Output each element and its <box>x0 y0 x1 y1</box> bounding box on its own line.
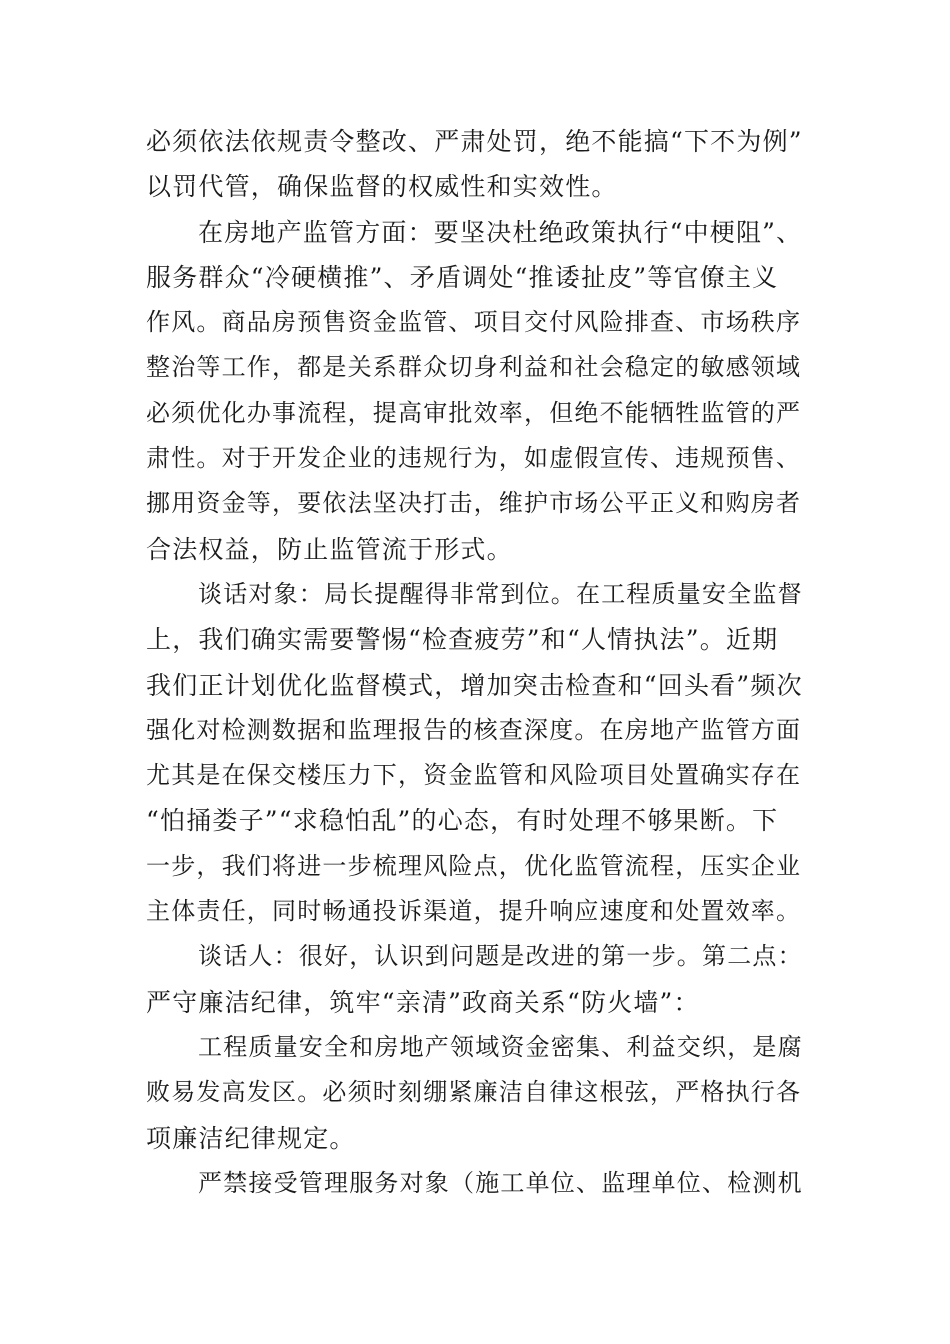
text-line: 强化对检测数据和监理报告的核查深度。在房地产监管方面 <box>146 715 802 744</box>
text-line: 服务群众“冷硬横推”、矛盾调处“推诿扯皮”等官僚主义 <box>146 262 779 292</box>
document-body <box>146 119 806 1206</box>
text-line: 严禁接受管理服务对象（施工单位、监理单位、检测机 <box>198 1168 803 1197</box>
text-line: 上，我们确实需要警惕“检查疲劳”和“人情执法”。近期 <box>146 625 779 655</box>
text-line: 谈话对象：局长提醒得非常到位。在工程质量安全监督 <box>198 579 803 608</box>
text-line: 必须依法依规责令整改、严肃处罚，绝不能搞“下不为例” <box>146 127 803 156</box>
text-line: 合法权益，防止监管流于形式。 <box>146 534 513 564</box>
text-line: 谈话人：很好，认识到问题是改进的第一步。第二点： <box>198 942 803 971</box>
text-line: “怕捅娄子”“求稳怕乱”的心态，有时处理不够果断。下 <box>146 806 779 836</box>
text-line: 整治等工作，都是关系群众切身利益和社会稳定的敏感领域 <box>146 353 802 382</box>
text-line: 主体责任，同时畅通投诉渠道，提升响应速度和处置效率。 <box>146 897 802 926</box>
text-line: 以罚代管，确保监督的权威性和实效性。 <box>146 172 618 202</box>
text-line: 挪用资金等，要依法坚决打击，维护市场公平正义和购房者 <box>146 489 802 518</box>
text-line: 肃性。对于开发企业的违规行为，如虚假宣传、违规预售、 <box>146 444 802 473</box>
text-line: 在房地产监管方面：要坚决杜绝政策执行“中梗阻”、 <box>198 217 803 247</box>
text-line: 我们正计划优化监督模式，增加突击检查和“回头看”频次 <box>146 670 803 700</box>
text-line: 必须优化办事流程，提高审批效率，但绝不能牺牲监管的严 <box>146 398 802 427</box>
text-line: 尤其是在保交楼压力下，资金监管和风险项目处置确实存在 <box>146 761 802 790</box>
text-line: 项廉洁纪律规定。 <box>146 1123 356 1153</box>
text-line: 作风。商品房预售资金监管、项目交付风险排查、市场秩序 <box>146 308 802 337</box>
text-line: 严守廉洁纪律，筑牢“亲清”政商关系“防火墙”： <box>146 987 700 1017</box>
text-line: 败易发高发区。必须时刻绷紧廉洁自律这根弦，严格执行各 <box>146 1078 802 1107</box>
text-line: 一步，我们将进一步梳理风险点，优化监管流程，压实企业 <box>146 851 802 880</box>
text-line: 工程质量安全和房地产领域资金密集、利益交织，是腐 <box>198 1032 803 1061</box>
